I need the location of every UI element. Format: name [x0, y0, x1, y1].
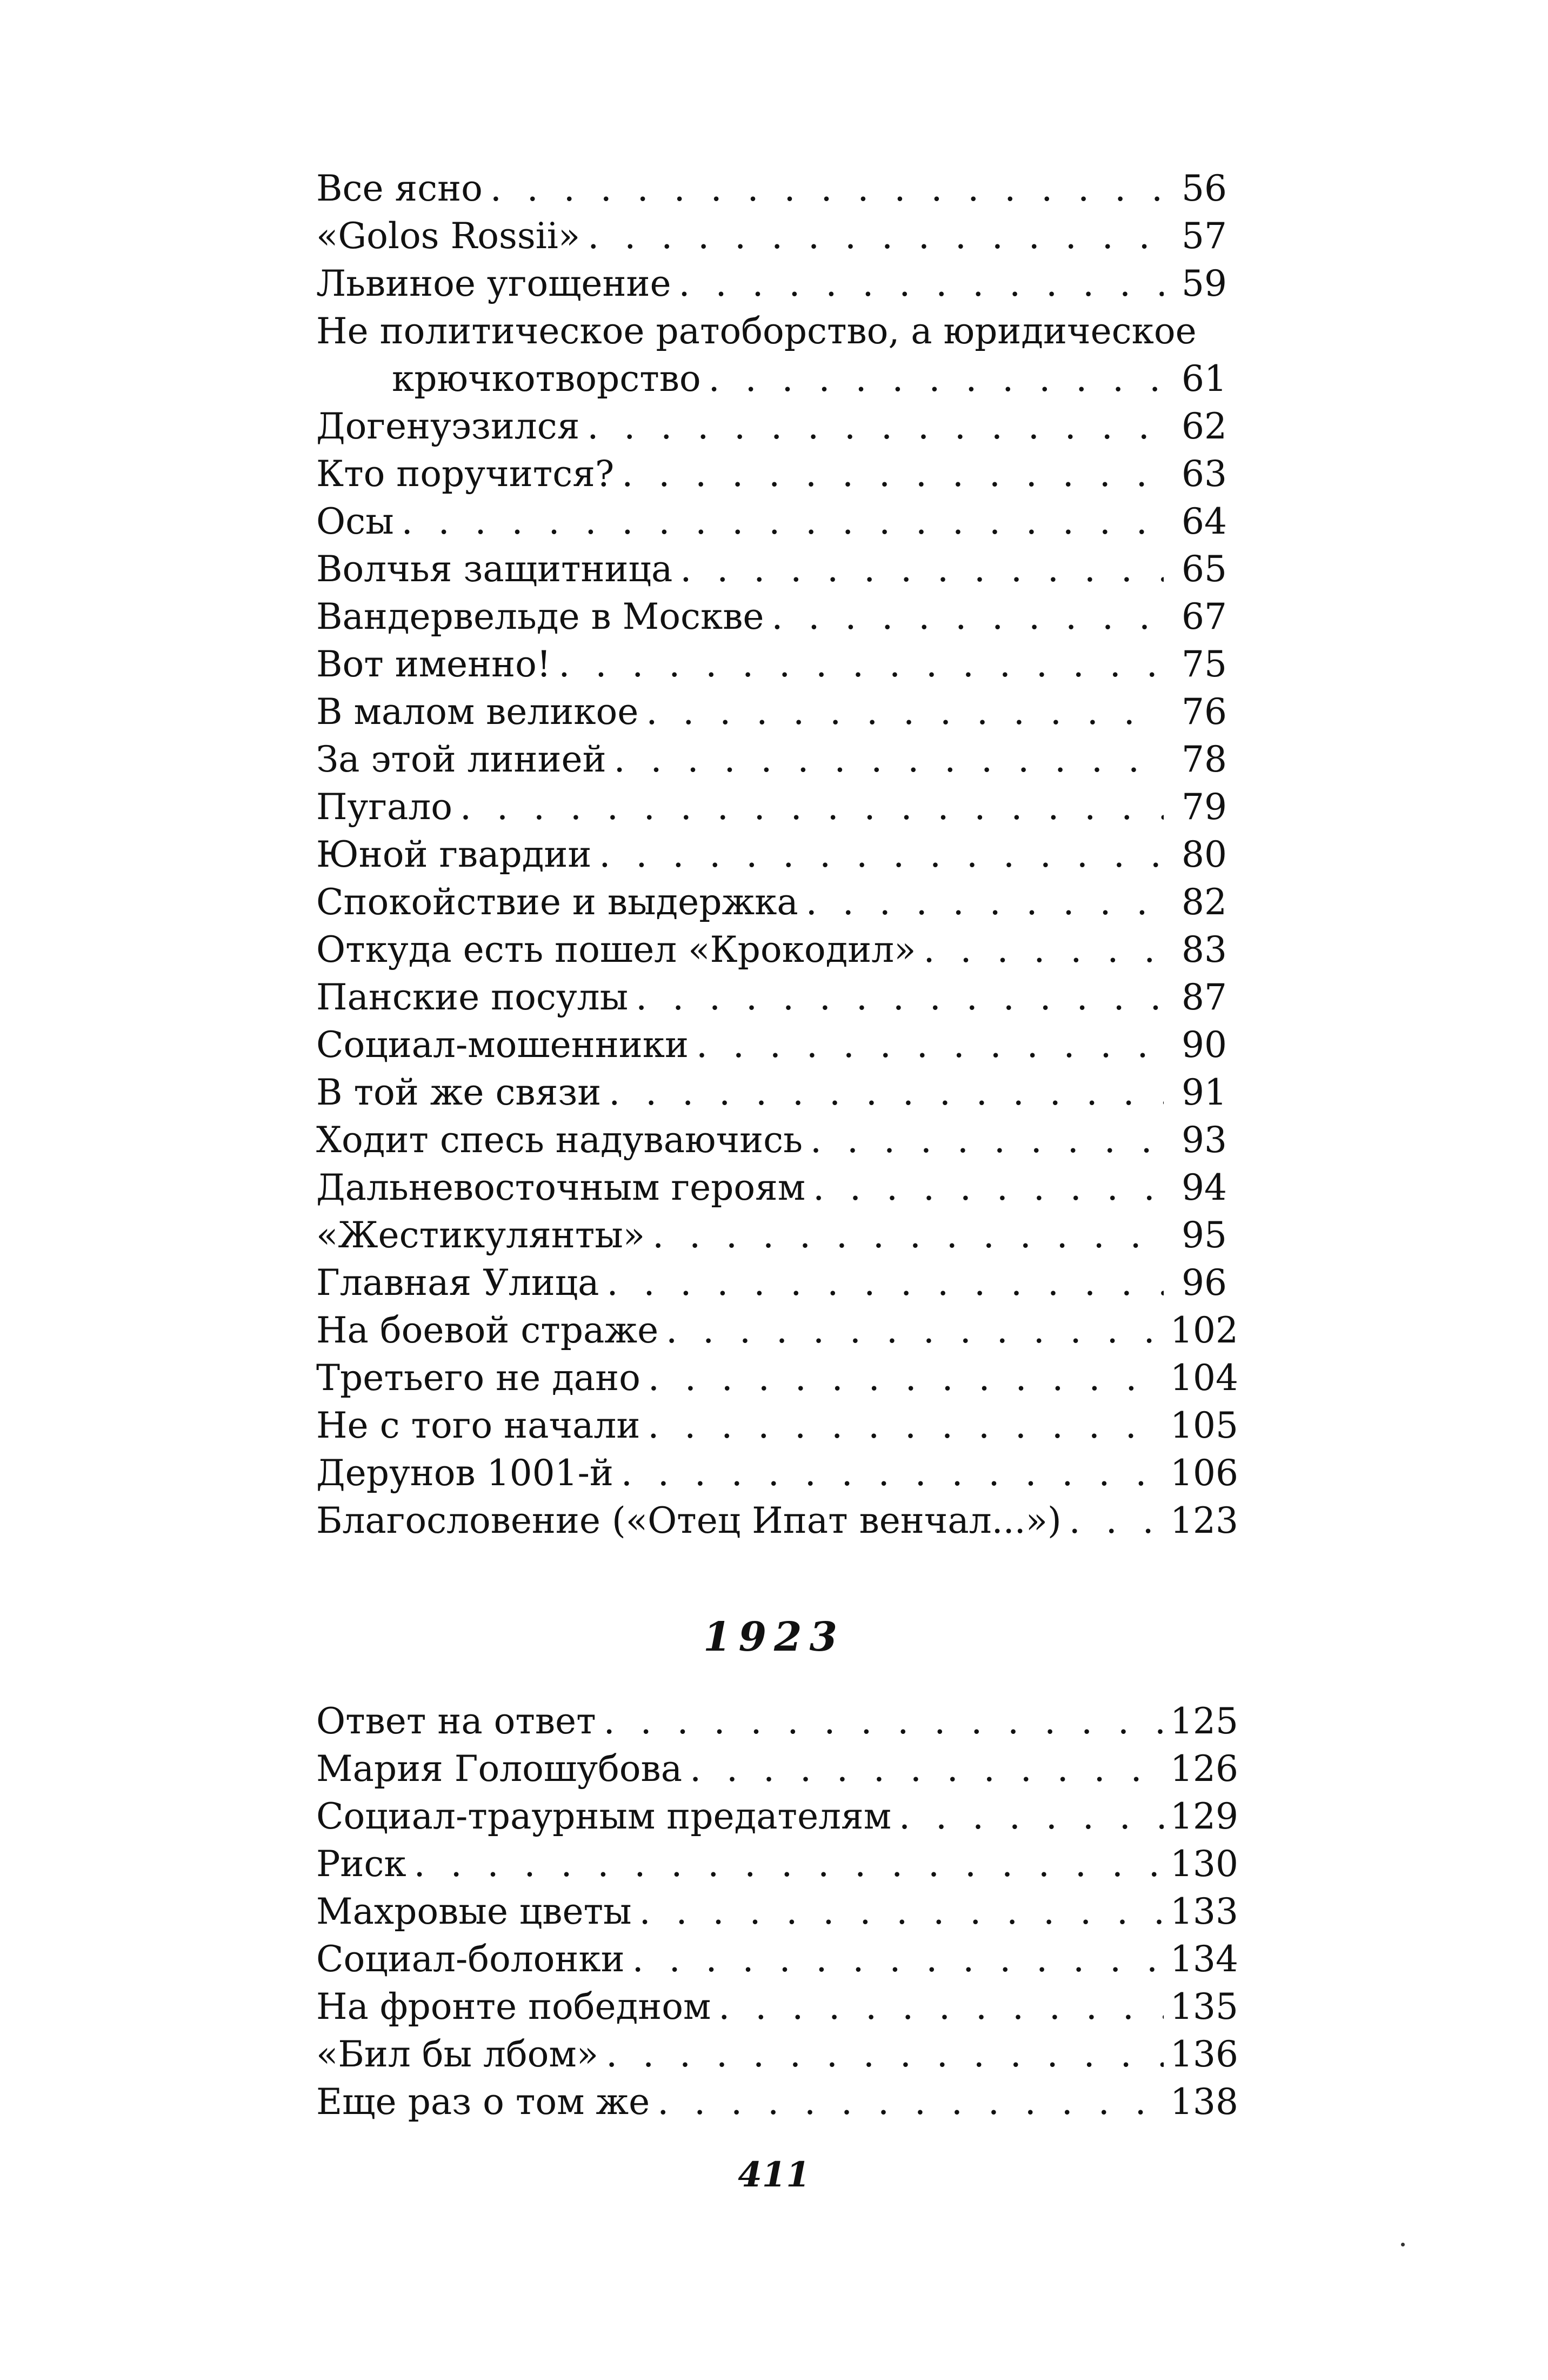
toc-entry-page: 123 — [1170, 1500, 1238, 1541]
toc-entry-page: 80 — [1182, 834, 1227, 875]
toc-entry-title: В той же связи — [316, 1072, 602, 1113]
toc-entry — [316, 879, 1227, 926]
toc-entry-title: крючкотворство — [392, 358, 701, 400]
toc-entry-page: 93 — [1182, 1119, 1227, 1161]
toc-entry-page: 57 — [1182, 215, 1227, 257]
dot-leader — [657, 2078, 1164, 2126]
toc-entry-title: Волчья защитница — [316, 548, 673, 590]
toc-entry-page: 78 — [1182, 739, 1227, 780]
dot-leader — [696, 1021, 1164, 1069]
dot-leader — [718, 1983, 1164, 2031]
dot-leader — [414, 1840, 1164, 1888]
toc-list-1923 — [316, 1698, 1238, 2126]
toc-entry-page: 87 — [1182, 976, 1227, 1018]
toc-entry-title: Кто поручится? — [316, 453, 615, 495]
toc-entry-page: 63 — [1182, 453, 1227, 495]
toc-entry-page: 82 — [1182, 881, 1227, 923]
toc-entry — [316, 1116, 1227, 1164]
toc-entry-page: 102 — [1170, 1309, 1238, 1351]
toc-entry-page: 125 — [1170, 1700, 1238, 1742]
toc-entry-title: Спокойствие и выдержка — [316, 881, 798, 923]
toc-entry — [316, 1698, 1238, 1745]
toc-entry-title: Все ясно — [316, 168, 483, 209]
toc-entry-page: 136 — [1170, 2033, 1238, 2075]
toc-entry-page: 75 — [1182, 643, 1227, 685]
toc-entry-title: Ответ на ответ — [316, 1700, 596, 1742]
toc-entry — [316, 212, 1227, 260]
toc-entry — [316, 688, 1227, 736]
toc-entry-title: Панские посулы — [316, 976, 629, 1018]
toc-entry-page: 61 — [1182, 358, 1227, 400]
toc-entry — [316, 1888, 1238, 1936]
dot-leader — [899, 1793, 1164, 1840]
toc-entry-title: Дальневосточным героям — [316, 1167, 806, 1208]
toc-entry-page: 138 — [1170, 2081, 1238, 2123]
toc-entry-page: 62 — [1182, 405, 1227, 447]
toc-entry-title: Осы — [316, 501, 394, 542]
dot-leader — [614, 736, 1164, 783]
toc-entry-page: 79 — [1182, 786, 1227, 828]
toc-entry — [316, 1793, 1238, 1840]
dot-leader — [622, 450, 1164, 498]
toc-entry-page: 106 — [1170, 1452, 1238, 1494]
toc-entry-page: 96 — [1182, 1262, 1227, 1304]
toc-entry-title: Мария Голошубова — [316, 1748, 683, 1790]
toc-entry-page: 104 — [1170, 1357, 1238, 1399]
toc-list-1922 — [316, 165, 1238, 1545]
toc-entry — [316, 1021, 1227, 1069]
toc-entry — [316, 403, 1227, 450]
toc-entry — [316, 260, 1227, 308]
toc-entry — [316, 1936, 1238, 1983]
toc-entry-page: 65 — [1182, 548, 1227, 590]
toc-entry — [316, 1069, 1227, 1116]
toc-entry-page: 130 — [1170, 1843, 1238, 1885]
toc-entry-title: Риск — [316, 1843, 406, 1885]
dot-leader — [771, 593, 1164, 641]
toc-entry-title: Главная Улица — [316, 1262, 599, 1304]
dot-leader — [690, 1745, 1164, 1793]
print-speck — [1401, 2243, 1405, 2246]
toc-entry — [316, 1450, 1238, 1497]
toc-entry-title: Еще раз о том же — [316, 2081, 650, 2123]
toc-entry-page: 129 — [1170, 1796, 1238, 1837]
dot-leader — [636, 974, 1164, 1021]
toc-entry-title: Не с того начали — [316, 1405, 640, 1446]
toc-entry — [316, 1259, 1227, 1307]
toc-entry-page: 94 — [1182, 1167, 1227, 1208]
toc-entry-title: Вот именно! — [316, 643, 551, 685]
toc-entry-title: Социал-болонки — [316, 1938, 625, 1980]
toc-entry-page: 135 — [1170, 1986, 1238, 2027]
dot-leader — [490, 165, 1164, 212]
toc-entry — [316, 593, 1227, 641]
year-heading: 1923 — [703, 1614, 845, 1660]
dot-leader — [646, 688, 1164, 736]
toc-entry-page: 91 — [1182, 1072, 1227, 1113]
toc-entry-title: Третьего не дано — [316, 1357, 640, 1399]
toc-entry — [316, 355, 1227, 403]
dot-leader — [609, 1069, 1164, 1116]
dot-leader — [558, 641, 1164, 688]
dot-leader — [402, 498, 1164, 546]
toc-entry-page: 105 — [1170, 1405, 1238, 1446]
dot-leader — [652, 1212, 1164, 1259]
toc-entry-page: 56 — [1182, 168, 1227, 209]
dot-leader — [813, 1164, 1164, 1212]
dot-leader — [680, 546, 1164, 593]
toc-entry — [316, 1497, 1238, 1545]
toc-entry — [316, 1983, 1238, 2031]
toc-entry — [316, 1307, 1238, 1354]
toc-entry-title: Дерунов 1001-й — [316, 1452, 613, 1494]
toc-entry — [316, 498, 1227, 546]
toc-entry — [316, 165, 1227, 212]
dot-leader — [924, 926, 1164, 974]
toc-entry-title: Благословение («Отец Ипат венчал...») — [316, 1500, 1062, 1541]
toc-entry-page: 59 — [1182, 263, 1227, 304]
toc-entry-title: Махровые цветы — [316, 1891, 632, 1932]
toc-entry-title: Пугало — [316, 786, 452, 828]
toc-entry-title: Социал-мошенники — [316, 1024, 689, 1066]
dot-leader — [587, 403, 1164, 450]
toc-entry-page: 126 — [1170, 1748, 1238, 1790]
dot-leader — [648, 1402, 1164, 1450]
toc-entry — [316, 1745, 1238, 1793]
toc-entry-first-line — [316, 308, 1227, 355]
dot-leader — [632, 1936, 1164, 1983]
toc-entry-title: Львиное угощение — [316, 263, 671, 304]
toc-entry-page: 67 — [1182, 596, 1227, 637]
toc-entry — [316, 1402, 1238, 1450]
toc-entry — [316, 1354, 1238, 1402]
dot-leader — [639, 1888, 1164, 1936]
toc-entry-title: Вандервельде в Москве — [316, 596, 764, 637]
toc-entry-page: 134 — [1170, 1938, 1238, 1980]
toc-entry — [316, 2078, 1238, 2126]
dot-leader — [621, 1450, 1164, 1497]
toc-entry-title: «Бил бы лбом» — [316, 2033, 599, 2075]
toc-entry-title: В малом великое — [316, 691, 639, 733]
dot-leader — [606, 2031, 1164, 2078]
toc-entry — [316, 783, 1227, 831]
toc-entry-title: «Жестикулянты» — [316, 1214, 645, 1256]
dot-leader — [1069, 1497, 1164, 1545]
toc-entry — [316, 546, 1227, 593]
toc-entry-page: 95 — [1182, 1214, 1227, 1256]
dot-leader — [607, 1259, 1164, 1307]
dot-leader — [604, 1698, 1164, 1745]
toc-entry — [316, 1164, 1227, 1212]
toc-entry-title: «Golos Rossii» — [316, 215, 580, 257]
dot-leader — [599, 831, 1164, 879]
dot-leader — [679, 260, 1164, 308]
dot-leader — [648, 1354, 1164, 1402]
toc-entry-title: Откуда есть пошел «Крокодил» — [316, 929, 916, 970]
toc-entry-title: На боевой страже — [316, 1309, 659, 1351]
toc-entry — [316, 831, 1227, 879]
toc-entry-page: 133 — [1170, 1891, 1238, 1932]
dot-leader — [810, 1116, 1164, 1164]
toc-entry — [316, 2031, 1238, 2078]
dot-leader — [806, 879, 1164, 926]
dot-leader — [588, 212, 1164, 260]
dot-leader — [460, 783, 1164, 831]
page-number: 411 — [738, 2155, 810, 2195]
dot-leader — [709, 355, 1164, 403]
toc-entry — [316, 926, 1227, 974]
toc-entry — [316, 736, 1227, 783]
toc-entry-title-line1: Не политическое ратоборство, а юридическое — [316, 310, 1197, 352]
toc-entry — [316, 641, 1227, 688]
toc-entry-title: Юной гвардии — [316, 834, 592, 875]
toc-entry-page: 64 — [1182, 501, 1227, 542]
dot-leader — [666, 1307, 1164, 1354]
toc-entry-title: Социал-траурным предателям — [316, 1796, 892, 1837]
toc-entry-title: Ходит спесь надуваючись — [316, 1119, 803, 1161]
toc-entry-page: 83 — [1182, 929, 1227, 970]
toc-entry-title: На фронте победном — [316, 1986, 711, 2027]
toc-entry-page: 76 — [1182, 691, 1227, 733]
toc-entry — [316, 450, 1227, 498]
toc-entry — [316, 1212, 1227, 1259]
toc-entry-title: За этой линией — [316, 739, 606, 780]
toc-entry-title: Догенуэзился — [316, 405, 580, 447]
toc-entry-page: 90 — [1182, 1024, 1227, 1066]
toc-entry — [316, 1840, 1238, 1888]
toc-entry — [316, 974, 1227, 1021]
